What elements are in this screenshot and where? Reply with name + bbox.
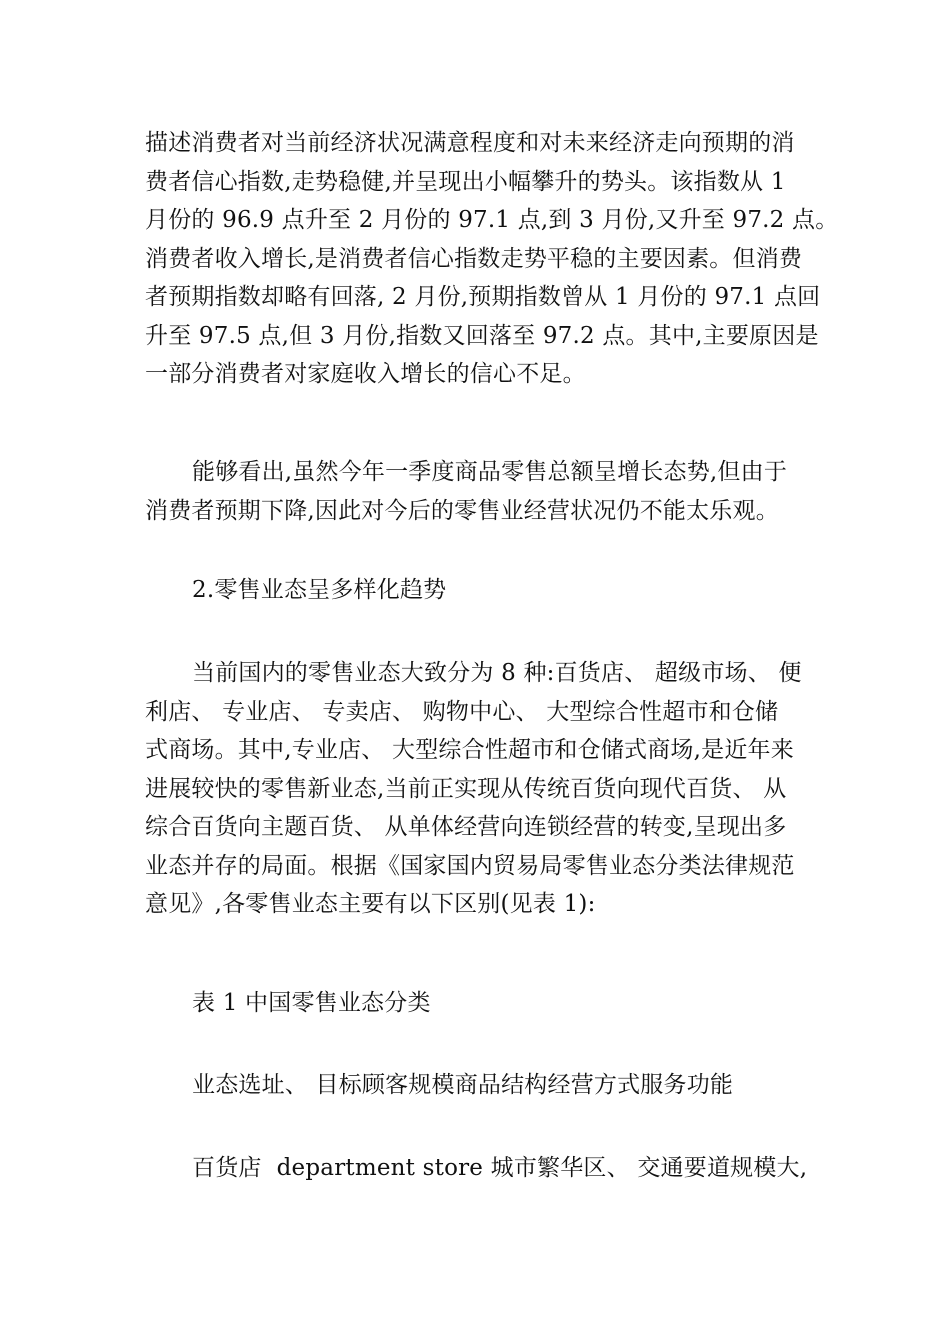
text-line: 一部分消费者对家庭收入增长的信心不足。 (145, 361, 586, 387)
text-line: 利店、 专业店、 专卖店、 购物中心、 大型综合性超市和仓储 (145, 698, 779, 725)
paragraph-consumer-confidence (145, 124, 839, 394)
paragraph-retail-formats (145, 654, 810, 924)
text-line: 综合百货向主题百货、 从单体经营向连锁经营的转变,呈现出多 (145, 814, 787, 840)
text-line: 费者信心指数,走势稳健,并呈现出小幅攀升的势头。该指数从 1 (145, 168, 786, 195)
section-heading (192, 571, 810, 610)
text-line: 进展较快的零售新业态,当前正实现从传统百货向现代百货、 从 (145, 775, 787, 802)
text-line: 2.零售业态呈多样化趋势 (192, 577, 447, 603)
table-header-row (192, 1066, 810, 1105)
text-line: 者预期指数却略有回落, 2 月份,预期指数曾从 1 月份的 97.1 点回 (145, 284, 821, 310)
text-line: 消费者预期下降,因此对今后的零售业经营状况仍不能太乐观。 (145, 497, 779, 524)
text-line: 消费者收入增长,是消费者信心指数走势平稳的主要因素。但消费 (145, 245, 803, 272)
text-line: 升至 97.5 点,但 3 月份,指数又回落至 97.2 点。其中,主要原因是 (145, 322, 819, 349)
table-row-department-store (192, 1149, 810, 1188)
paragraph-outlook (145, 453, 810, 530)
table-caption (192, 984, 810, 1023)
text-line: 业态并存的局面。根据《国家国内贸易局零售业态分类法律规范 (145, 852, 795, 879)
text-line: 描述消费者对当前经济状况满意程度和对未来经济走向预期的消 (145, 130, 795, 156)
text-line: 表 1 中国零售业态分类 (192, 990, 431, 1016)
text-line: 式商场。其中,专业店、 大型综合性超市和仓储式商场,是近年来 (145, 737, 794, 763)
text-line: 意见》,各零售业态主要有以下区别(见表 1): (145, 891, 596, 917)
text-line: 百货店 department store 城市繁华区、 交通要道规模大, (192, 1155, 808, 1181)
text-line: 当前国内的零售业态大致分为 8 种:百货店、 超级市场、 便 (192, 660, 802, 686)
text-line: 月份的 96.9 点升至 2 月份的 97.1 点,到 3 月份,又升至 97.2 点。 (145, 207, 839, 233)
text-line: 能够看出,虽然今年一季度商品零售总额呈增长态势,但由于 (192, 459, 788, 485)
text-line: 业态选址、 目标顾客规模商品结构经营方式服务功能 (192, 1072, 734, 1098)
